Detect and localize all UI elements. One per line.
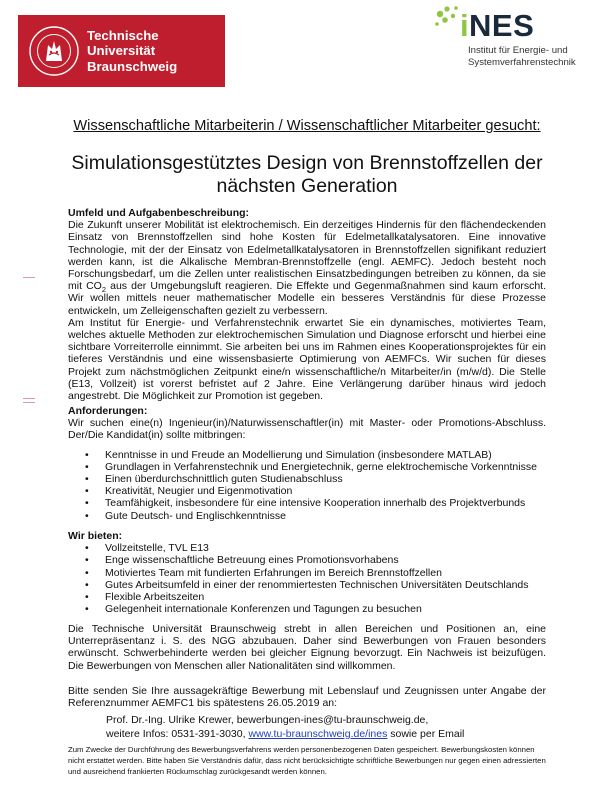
section-bewerbung (68, 685, 546, 741)
umfeld-paragraph-1 (68, 219, 546, 317)
privacy-fineprint: Zum Zwecke der Durchführung des Bewerbungsverfahrens werden personenbezogenen Daten gespeichert. Bewerbungskosten können nicht erstattet werden. Bitte haben Sie Verständnis dafür, dass nicht berücksichtigte schriftliche Bewerbungen nur gegen einen adressierten und ausreichend frankierten Rückumschlag zurückgesandt werden können. (68, 745, 546, 776)
equality-statement: Die Technische Universität Braunschweig strebt in allen Bereichen und Positionen an, eine Unterrepräsentanz i. S. des NGG abzubauen. Daher sind Bewerbungen von Frauen besonders erwünscht. Schwerbehinderte werden bei gleicher Eignung bevorzugt. Ein Nachweis ist beizufügen. Die Bewerbungen von Menschen aller Nationalitäten sind willkommen. (68, 623, 546, 672)
contact-line-2 (106, 728, 546, 742)
punch-mark (23, 402, 35, 403)
angebot-list (68, 542, 546, 615)
institute-subtitle-line1: Institut für Energie- und (468, 45, 568, 56)
umfeld-p1-text-cont: aus der Umgebungsluft reagieren. Die Effekte und Gegenmaßnahmen sind kaum erforscht. Wir wollen mittels neuer mathematischer Modelle ein besseres Verständnis für diese Prozesse entwickeln, um Zelleigenschaften gezielt zu verbessern. (68, 280, 546, 317)
list-item: • Grundlagen in Verfahrenstechnik und Energietechnik, gerne elektrochemische Vorkenntnisse (68, 461, 546, 473)
list-item: • Flexible Arbeitszeiten (68, 591, 546, 603)
umfeld-heading: Umfeld und Aufgabenbeschreibung: (68, 207, 250, 219)
job-title-line2: nächsten Generation (216, 175, 398, 197)
institute-subtitle (468, 45, 576, 68)
umfeld-paragraph-2: Am Institut für Energie- und Verfahrenstechnik erwartet Sie ein dynamisches, motiviertes Team, welches aktuelle Methoden zur elektrochemischen Simulation und Diagnose erforscht und hierbei eine sichtbare Vorreiterrolle einnimmt. Sie arbeiten bei uns im Rahmen eines Kooperationsprojektes für ein tieferes Verständnis und eine wissensbasierte Optimierung von AEMFCs. Wir suchen für dieses Projekt zum nächstmöglichen Zeitpunkt eine/n wissenschaftliche/n Mitarbeiter/in (m/w/d). Die Stelle (E13, Vollzeit) ist vorerst befristet auf 2 Jahre. Eine Verlängerung darüber hinaus wird jedoch angestrebt. Die Möglichkeit zur Promotion ist gegeben. (68, 316, 546, 403)
anforderungen-heading: Anforderungen: (68, 405, 148, 417)
tu-braunschweig-logo (18, 15, 225, 87)
list-item: • Vollzeitstelle, TVL E13 (68, 542, 546, 554)
co2-subscript: 2 (101, 285, 107, 295)
svg-text:NES: NES (469, 8, 535, 43)
list-item: • Kenntnisse in und Freude an Modellierung und Simulation (insbesondere MATLAB) (68, 449, 546, 461)
list-item: • Motiviertes Team mit fundierten Erfahrungen im Bereich Brennstoffzellen (68, 567, 546, 579)
university-name-line3: Braunschweig (87, 58, 178, 74)
list-item: • Gutes Arbeitsumfeld in einer der renommiertesten Technischen Universitäten Deutschlands (68, 579, 546, 591)
contact-line-2-text: weitere Infos: 0531-391-3030, (106, 727, 249, 740)
ines-logo (432, 4, 592, 66)
job-heading: Wissenschaftliche Mitarbeiterin / Wissenschaftlicher Mitarbeiter gesucht: (73, 118, 541, 134)
university-name-line1: Technische (87, 27, 159, 43)
list-item: • Gute Deutsch- und Englischkenntnisse (68, 510, 546, 522)
anforderungen-list (68, 449, 546, 522)
list-item: • Enge wissenschaftliche Betreuung eines Promotionsvorhabens (68, 554, 546, 566)
list-item: • Kreativität, Neugier und Eigenmotivation (68, 485, 546, 497)
umfeld-p1-text: Die Zukunft unserer Mobilität ist elektrochemisch. Ein derzeitiges Hindernis für den flächendeckenden Einsatz von Brennstoffzellen sind hohe Kosten für Edelmetallkatalysatoren. Eine innovative Technologie, mit der der Einsatz von Edelmetallkatalysatoren in Brennstoffzellen signifikant reduziert werden kann, ist die Alkalische Membran-Brennstoffzelle (engl. AEMFC). Jedoch besteht noch Forschungsbedarf, um die Zellen unter realistischen Einsatzbedingungen betreiben zu können, da sie mit CO (68, 219, 546, 293)
bewerbung-text: Bitte senden Sie Ihre aussagekräftige Bewerbung mit Lebenslauf und Zeugnissen unter Angabe der Referenznummer AEMFC1 bis spätestens 26.05.2019 an: (68, 685, 546, 710)
university-seal-icon (28, 25, 80, 77)
svg-text:i: i (460, 8, 469, 43)
list-item: • Einen überdurchschnittlich guten Studienabschluss (68, 473, 546, 485)
section-umfeld (68, 207, 546, 402)
list-item: • Gelegenheit internationale Konferenzen und Tagungen zu besuchen (68, 603, 546, 615)
anforderungen-intro: Wir suchen eine(n) Ingenieur(in)/Naturwissenschaftler(in) mit Master- oder Promotions-Abschluss. Der/Die Kandidat(in) sollte mitbringen: (68, 417, 546, 442)
university-name (87, 28, 177, 75)
section-angebot (68, 530, 546, 615)
list-item: • Teamfähigkeit, insbesondere für eine intensive Kooperation innerhalb des Projektverbunds (68, 497, 546, 509)
institute-website-link[interactable]: www.tu-braunschweig.de/ines (248, 727, 388, 740)
job-title (68, 152, 546, 198)
institute-subtitle-line2: Systemverfahrenstechnik (468, 56, 576, 68)
university-name-line2: Universität (87, 43, 156, 59)
contact-block (68, 714, 546, 741)
ines-wordmark-icon (432, 4, 547, 44)
punch-mark (23, 398, 35, 399)
job-title-line1: Simulationsgestütztes Design von Brennstoffzellen der (71, 152, 543, 174)
contact-line-2-suffix: sowie per Email (387, 727, 465, 740)
section-anforderungen (68, 405, 546, 522)
angebot-heading: Wir bieten: (68, 530, 123, 542)
contact-line-1: Prof. Dr.-Ing. Ulrike Krewer, bewerbungen-ines@tu-braunschweig.de, (106, 714, 429, 727)
fold-mark (23, 277, 35, 278)
